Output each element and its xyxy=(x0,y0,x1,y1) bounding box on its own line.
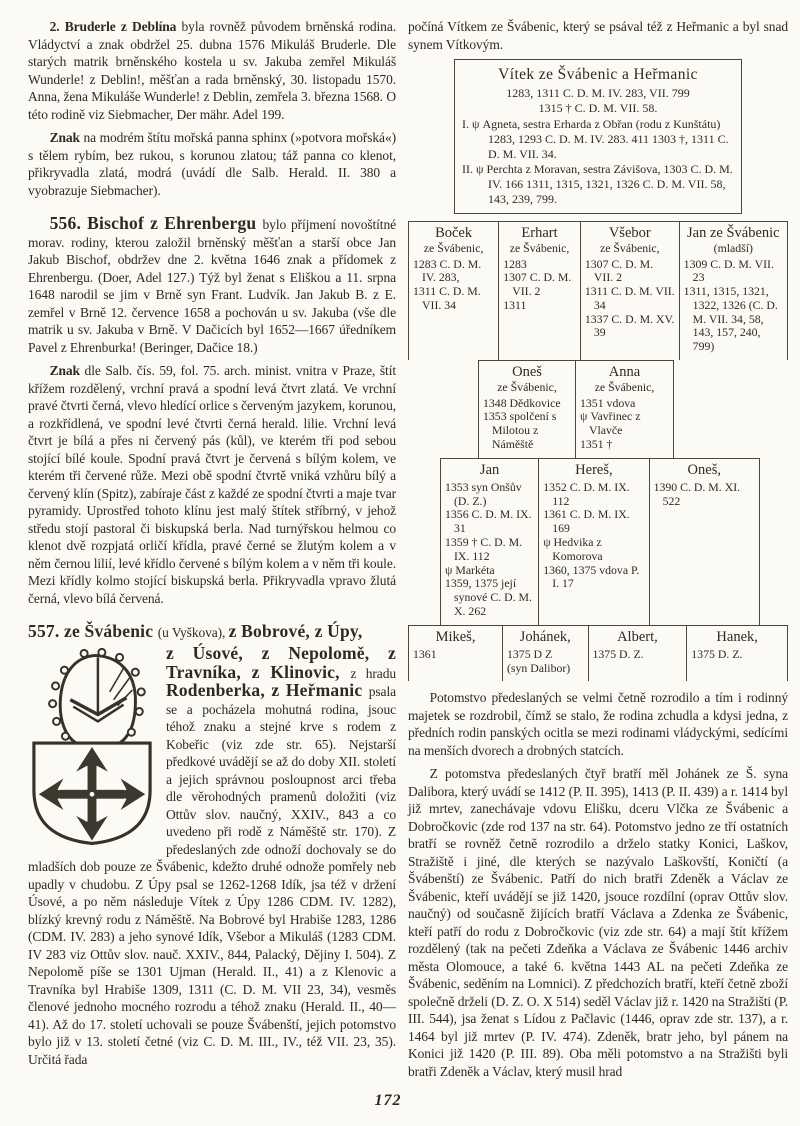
genealogy-cell-heres xyxy=(539,459,649,625)
root-person-marriages: I. ψ Agneta, sestra Erharda z Obřan (rodu z Kunštátu) 1283, 1293 C. D. M. IV. 283. 411 1303 †, 1311 C. D. M. VII. 34. II. ψ Perchta z Moravan, sestra Závišova, 1303 C. D. M. IV. 166 1311, 1315, 1321, 1326 C. D. M. VII. 58, 143, 239, 799. xyxy=(462,117,733,206)
person-details: 1353 syn Onšův (D. Z.) 1356 C. D. M. IX. 31 1359 † C. D. M. IX. 112 ψ Markéta 1359, 1375 její synové C. D. M. X. 262 xyxy=(445,479,532,618)
person-subtitle: ze Švábenic, xyxy=(594,380,655,395)
paragraph-z-potomstva: Z potomstva předeslaných čtyř bratří měl Johánek ze Š. syna Dalibora, který uvádí se 1412 (P. II. 395), 1413 (P. II. 439) a r. 1414 byl již mrtev, zanechávaje vdovu Elišku, dceru Vlčka ze Švábenic a Dobročkovic (zde rod 137 na str. 64). Potomstvo jedno ze tří ostatních bratří se rovněž četně rozrodilo a drželo statky Konici, Laškov, Stražiště i jiné, dle kterých se nazývalo Laškovští, Koničtí (a Švábenští) ze Švábenic. Patří do nich bratři Zdeněk a Václav ze Švábenic, kteří uvádějí se již 1420, jsouce rozdílní (oprav Ottův slov. naučný) od současně žijících bratří Václava a Zdenka ze Švábenic, kteří patří do rodu z Dobročkovic (viz zde str. 64) a mají štít křížem rozdělený (tak na pečeti Zdeňka a Václava ze Švábenic 1446 archiv města Olomouce, a také 6. května 1443 AL na pečeti Zdeňka ze Švábenic, seděním na Lomnici). Z předchozích bratří, kteří četně zboží společně drželi (D. Z. O. X 514) seděl Václav již r. 1420 na Stražišti (P. III. 544), jsa ženat s Lídou z Pačlavic (1446, oprav zde str. 137), a r. 1464 byl již mrtev (P. IV. 474). Zdeněk, bratr jeho, byl pánem na Konici již 1420 (P. III. 89). Oba měli potomstvo a na Stražišti byli bratři Zdeněk a Václav, který musil hrad xyxy=(408,766,788,1079)
person-name: Všebor xyxy=(608,225,651,241)
paragraph-svabenic-text: z Úsové, z Nepolomě, z Travníka, z Klinovic, z hradu Rodenberka, z Heřmanic psala se a pocházela mohutná rodina, jsouc téhož znaku a stejné krve s rodem z Kobeřic (viz zde str. 65). Nejstarší předkové uvádějí se až do doby XII. století a jejich správnou posloupnost arci třeba dle věrohodných pramenů doložiti (viz Ottův slov. naučný, XXIV., 843 a co uvedeno při rodě z Náměště str. 170). Z předeslaných zde odnoží dochovaly se do mladších dob pouze ze Švábenic, kdežto druhé odnože pomřely neb upadly v chudobu. Z Úpy psal se 1262-1268 Idík, jsa též v držení Úsové, a po něm následuje Vítek z Úpy 1286 CDM. IV. 1282), blízký krevný rodu z Náměště. Na Bobrové byl Hrabiše 1283, 1286 (CDM. IV. 283) a jeho synové Idík, Všebor a Mikuláš (1283 CDM. IV 283 viz Ottův slov. nauč. XXIV., 844, Palacký, Dějiny I. 504). Z Nepolomě píše se 1301 Ujman (Herald. II., 41) a z Klenovic a Travníka byl Hrabiše 1309, 1311 (C. D. M. VII 23, 34), vesměs členové jednoho mocného rozrodu a téhož znaku (Herald. II., 40—41). Až do 17. století uchovali se pouze Švábenští, jejich potomstvo bylo již v 13. století četné (viz C. D. M. III., IV., též VII. 23, 35). Určitá řada xyxy=(28,643,396,1067)
left-column xyxy=(28,18,396,1086)
barbed-cross-icon xyxy=(39,747,145,841)
person-details: 1348 Dědkovice 1353 spolčení s Milotou z Náměště xyxy=(483,395,561,451)
person-subtitle: ze Švábenic, xyxy=(599,241,660,255)
paragraph-bischof: 556. Bischof z Ehrenbergu bylo příjmení novoštítné morav. rodiny, kterou založil brněnský měšťan a starší obce Jan Jakub Bischof, obdržev dne 2. května 1646 znak a přídomek z Ehrenbergu. (Doer, Adel 127.) Týž byl ženat s Eliškou a 11. srpna 1648 narodil se jim v Brně syn Frant. Ludvík. Jan Jakub B. z E. zemřel v Brně 12. července 1658 a pochován u sv. Jakuba (vše dle matrik u sv. Jakuba v Brně. V Dačicích byl 1652—1667 úředníkem Pavel z Ehrenburka! (Beringer, Dačice 18.) xyxy=(28,213,397,355)
paragraph-svabenic xyxy=(28,645,396,1068)
paragraph-bruderle-text: byla rovněž původem brněnská rodina. Vládyctví a znak obdržel 25. dubna 1576 Mikuláš Bruderle. Dle starých matrik brněnského kostela u sv. Jakuba zemřel Mikuláš Wunderle! z Deblin!, měšťan a rada brněnský, 30. listopadu 1570. Anna, žena Mikuláše Wunderle! z Deblin, zemřela 3. března 1568. O této rodině viz Siebmacher, Der mähr. Adel 199. xyxy=(28,19,396,122)
genealogy-table xyxy=(408,59,788,681)
paragraph-intro-continuation: počíná Vítkem ze Švábenic, který se psával též z Heřmanic a byl snad synem Vítkovým. xyxy=(408,19,788,52)
generation-row-3 xyxy=(478,360,674,458)
genealogy-cell-vsebor xyxy=(581,222,680,360)
genealogy-cell-albert xyxy=(589,626,688,682)
person-subtitle: ze Švábenic, xyxy=(423,241,484,255)
genealogy-cell-anna xyxy=(576,361,674,458)
paragraph-znak-text: na modrém štítu mořská panna sphinx (»potvora mořská«) s tělem rybím, bez rukou, s korunou zlatou; táž panna co klenot, přikryvadla zlatá, modrá (uvádí dle Salb. Herald. II. 380 a vyobrazuje Siebmacher). xyxy=(28,130,396,198)
person-details: 1361 xyxy=(413,646,437,661)
person-name: Hanek, xyxy=(716,628,758,645)
genealogy-cell-ones-2 xyxy=(650,459,760,625)
paragraph-znak-bischof xyxy=(28,362,396,607)
shield-icon xyxy=(34,743,150,843)
paragraph-bruderle xyxy=(28,18,396,123)
generation-row-4-wrapper xyxy=(440,458,760,625)
person-name: Erhart xyxy=(521,225,558,241)
person-name: Jan ze Švábenic xyxy=(687,225,780,241)
person-details: 1375 D Z (syn Dalibor) xyxy=(507,646,571,675)
person-details: 1351 vdova ψ Vavřinec z Vlavče 1351 † xyxy=(580,395,641,451)
person-subtitle: ze Švábenic, xyxy=(497,380,557,395)
person-details: 1390 C. D. M. XI. 522 xyxy=(653,479,741,508)
person-subtitle: (mladší) xyxy=(713,241,753,255)
person-name: Anna xyxy=(608,364,641,381)
person-name: Oneš, xyxy=(687,461,721,478)
helmet-icon xyxy=(49,649,145,743)
person-details: 1309 C. D. M. VII. 23 1311, 1315, 1321, 1322, 1326 (C. D. M. VII. 34, 58, 143, 157, 240, 799) xyxy=(683,256,778,354)
page-number: 172 xyxy=(374,1092,402,1109)
person-details: 1375 D. Z. xyxy=(592,646,644,661)
paragraph-potomstvo: Potomstvo předeslaných se velmi četně rozrodilo a tím i rodinný majetek se rozdrobil, čímž se stalo, že rodina zchudla a kdysi jedna, z předních rodin panských ocitla se mezi rodinami vládyckými, sedícími na menších dvorech a drobných statcích. xyxy=(408,690,788,758)
paragraph-znak-lead: Znak xyxy=(49,130,80,145)
person-details: 1375 D. Z. xyxy=(691,646,743,661)
genealogy-cell-hanek xyxy=(687,626,788,682)
person-details: 1283 1307 C. D. M. VII. 2 1311 xyxy=(503,256,572,312)
generation-row-5 xyxy=(408,625,788,682)
person-details: 1283 C. D. M. IV. 283, 1311 C. D. M. VII. 34 xyxy=(413,256,482,312)
genealogy-cell-erhart xyxy=(499,222,581,360)
person-name: Boček xyxy=(435,225,473,241)
root-person-dates: 1283, 1311 C. D. M. IV. 283, VII. 799 1315 † C. D. M. VII. 58. xyxy=(506,86,690,115)
genealogy-cell-jan-mladsi xyxy=(680,222,788,360)
person-name: Mikeš, xyxy=(435,628,476,645)
two-column-layout xyxy=(28,18,790,1086)
paragraph-znak-bruderle xyxy=(28,129,396,199)
generation-row-4 xyxy=(440,458,760,625)
paragraph-znak2-lead: Znak xyxy=(49,363,80,378)
generation-row-2 xyxy=(408,221,788,360)
genealogy-cell-bocek xyxy=(408,222,499,360)
person-name: Jan xyxy=(479,461,500,478)
genealogy-cell-johanek xyxy=(503,626,589,682)
person-name: Albert, xyxy=(617,628,658,645)
genealogy-root-box xyxy=(454,59,742,214)
person-name: Johánek, xyxy=(519,628,571,645)
person-subtitle: ze Švábenic, xyxy=(509,241,570,255)
coat-of-arms-image xyxy=(28,648,156,846)
person-details: 1352 C. D. M. IX. 112 1361 C. D. M. IX. 169 ψ Hedvika z Komorova 1360, 1375 vdova P. I. 17 xyxy=(543,479,640,591)
genealogy-cell-ones xyxy=(478,361,576,458)
paragraph-znak2-text: dle Salb. čís. 59, fol. 75. arch. minist. vnitra v Praze, štít křížem rozdělený, vrchní pravá a spodní levá čtvrt zlatá. Ve vrchní pravé čtvrti černá, vlevo hledící orlice s červeným jazykem, korunou, a rozkřídlená, ve spodní levé čtvrti černá herald. lilie. Vrchní levá čtvrt je bílá a přes ni červený pás (kůl), ve kterém tři pod sebou stojící bílé koule. Spodní pravá čtvrt je červená s bílým kolem, ve kterém tři červené růže. Mezi obě spodní čtvrtě vniká vzhůru bílý a červený klín (Spitz), zabíraje část z každé ze spodní čtvrti a maje tvar pyramidy. Uprostřed tohoto klínu jest malý štítek stříbrný, v jehož středu stojí pastoral či biskupská berla. Nad turnýřskou helmou co klenot dvě rozpjatá orličí křídla, pravé černé se žlutým kolem a v něm černou lilií, levé křídlo červené s bílým kolem a v něm tři koule. Mezi křídly kolmo stojící biskupská berla. Přikryvadla vpravo žlutá černá, vlevo bílá červená. xyxy=(28,363,397,606)
generation-row-3-wrapper xyxy=(478,360,674,458)
person-name: Hereš, xyxy=(575,461,613,478)
person-name: Oneš xyxy=(512,364,542,381)
root-person-name: Vítek ze Švábenic a Heřmanic xyxy=(498,66,698,83)
paragraph-bruderle-lead: 2. Bruderle z Deblína xyxy=(49,19,177,34)
right-column xyxy=(408,18,788,1086)
person-details: 1307 C. D. M. VII. 2 1311 C. D. M. VII. 34 1337 C. D. M. XV. 39 xyxy=(584,256,675,340)
section-557-heading: 557. ze Švábenic (u Vyškova), z Bobrové, z Úpy, xyxy=(28,621,363,641)
genealogy-cell-mikes xyxy=(408,626,503,682)
genealogy-cell-jan xyxy=(440,459,539,625)
